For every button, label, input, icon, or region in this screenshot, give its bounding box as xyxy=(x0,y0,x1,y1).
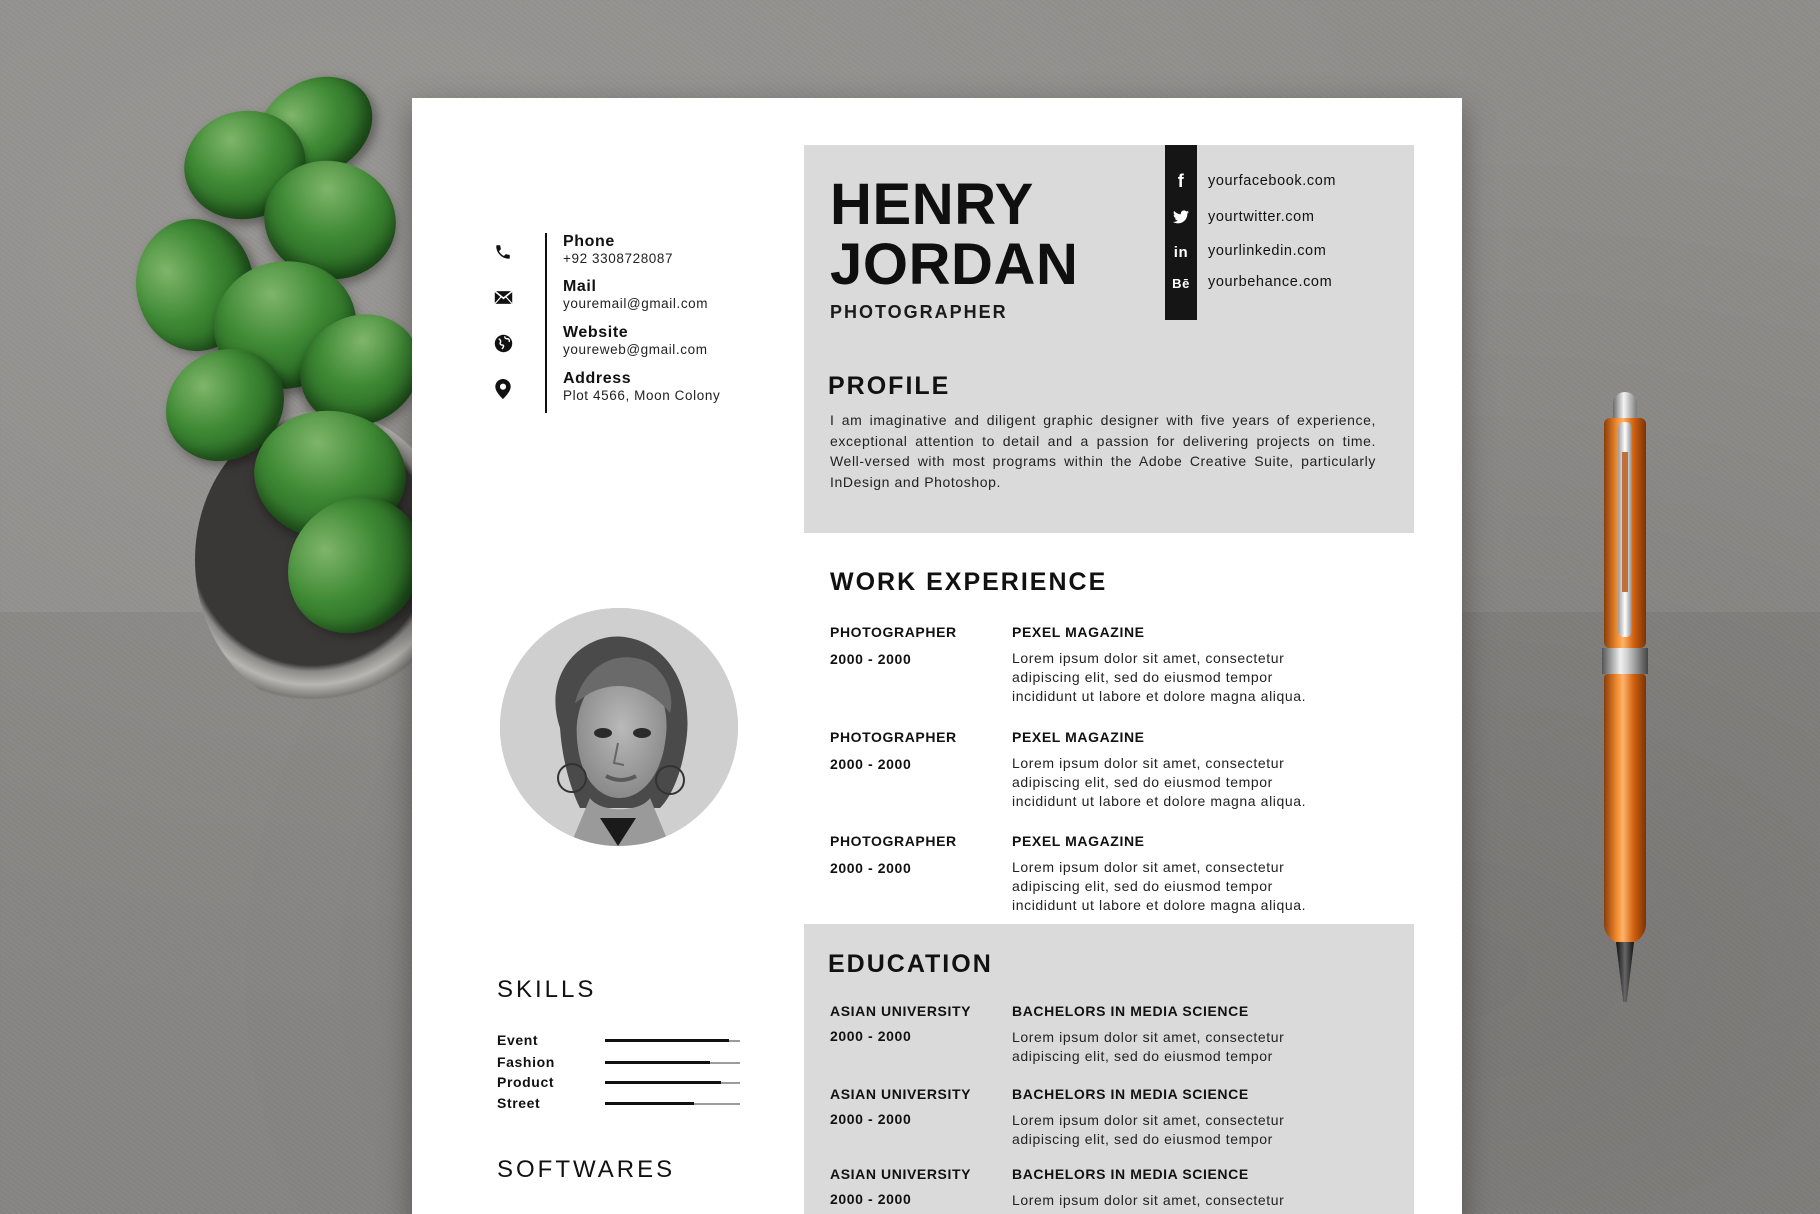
contact-label: Mail xyxy=(563,278,597,295)
header-block xyxy=(804,145,1414,533)
work-description: Lorem ipsum dolor sit amet, consectetur adipiscing elit, sed do eiusmod tempor incididunt ut labore et dolore magna aliqua. xyxy=(1012,755,1307,809)
work-description: Lorem ipsum dolor sit amet, consectetur adipiscing elit, sed do eiusmod tempor incididunt ut labore et dolore magna aliqua. xyxy=(1012,859,1307,913)
behance-link[interactable]: yourbehance.com xyxy=(1208,274,1333,290)
education-years: 2000 - 2000 xyxy=(830,1111,912,1127)
profile-text: I am imaginative and diligent graphic designer with five years of experience, exceptional attention to detail and a passion for delivering projects on time. Well-versed with most programs within the Adobe Creative Suite, particularly InDesign and Photoshop. xyxy=(830,412,1376,490)
facebook-link[interactable]: yourfacebook.com xyxy=(1208,173,1337,189)
work-role: PHOTOGRAPHER xyxy=(830,729,957,745)
profile-heading: PROFILE xyxy=(828,372,951,400)
skill-name: Fashion xyxy=(497,1054,555,1070)
linkedin-link[interactable]: yourlinkedin.com xyxy=(1208,243,1327,259)
skill-bar xyxy=(605,1082,740,1084)
linkedin-icon[interactable]: in xyxy=(1173,243,1189,261)
pen-decoration xyxy=(1598,392,1652,1017)
skill-name: Street xyxy=(497,1095,541,1111)
skill-name: Product xyxy=(497,1074,555,1090)
work-years: 2000 - 2000 xyxy=(830,756,912,772)
globe-icon xyxy=(492,332,514,354)
softwares-heading: SOFTWARES xyxy=(497,1156,676,1183)
contact-item-mail xyxy=(492,278,752,318)
twitter-icon[interactable] xyxy=(1165,205,1197,229)
skill-bar-fill xyxy=(605,1061,710,1064)
education-school: ASIAN UNIVERSITY xyxy=(830,1003,972,1019)
skill-row xyxy=(497,1095,742,1113)
education-block xyxy=(804,924,1414,1214)
work-years: 2000 - 2000 xyxy=(830,860,912,876)
skill-bar-fill xyxy=(605,1081,721,1084)
education-years: 2000 - 2000 xyxy=(830,1191,912,1207)
work-description: Lorem ipsum dolor sit amet, consectetur adipiscing elit, sed do eiusmod tempor incididunt ut labore et dolore magna aliqua. xyxy=(1012,650,1307,704)
portrait-illustration xyxy=(500,608,738,846)
education-years: 2000 - 2000 xyxy=(830,1028,912,1044)
last-name: JORDAN xyxy=(830,232,1079,297)
work-role: PHOTOGRAPHER xyxy=(830,833,957,849)
potted-plant-decoration xyxy=(125,70,455,670)
contact-item-website xyxy=(492,324,752,364)
education-description: Lorem ipsum dolor sit amet, consectetur adipiscing elit, sed do eiusmod tempor xyxy=(1012,1029,1285,1064)
skill-bar-fill xyxy=(605,1102,694,1105)
location-pin-icon xyxy=(492,378,514,400)
profile-photo xyxy=(500,608,738,846)
contact-item-address xyxy=(492,370,752,410)
contact-label: Website xyxy=(563,324,629,341)
education-school: ASIAN UNIVERSITY xyxy=(830,1086,972,1102)
address-value: Plot 4566, Moon Colony xyxy=(563,388,721,403)
skill-bar xyxy=(605,1062,740,1064)
mail-value: youremail@gmail.com xyxy=(563,296,709,311)
skill-row xyxy=(497,1032,742,1050)
work-role: PHOTOGRAPHER xyxy=(830,624,957,640)
education-heading: EDUCATION xyxy=(828,950,993,978)
social-icon-bar xyxy=(1165,145,1197,320)
website-value: youreweb@gmail.com xyxy=(563,342,708,357)
education-degree: BACHELORS IN MEDIA SCIENCE xyxy=(1012,1166,1249,1182)
phone-icon xyxy=(492,241,514,263)
skills-heading: SKILLS xyxy=(497,976,597,1003)
work-years: 2000 - 2000 xyxy=(830,651,912,667)
facebook-icon[interactable]: f xyxy=(1177,170,1185,191)
candidate-name xyxy=(830,172,1079,297)
first-name: HENRY xyxy=(830,172,1034,237)
candidate-role: PHOTOGRAPHER xyxy=(830,302,1008,322)
contact-item-phone xyxy=(492,233,752,273)
twitter-link[interactable]: yourtwitter.com xyxy=(1208,209,1315,225)
education-degree: BACHELORS IN MEDIA SCIENCE xyxy=(1012,1086,1249,1102)
work-org: PEXEL MAGAZINE xyxy=(1012,624,1145,640)
work-org: PEXEL MAGAZINE xyxy=(1012,729,1145,745)
phone-value: +92 3308728087 xyxy=(563,251,674,266)
contact-label: Phone xyxy=(563,233,615,250)
work-org: PEXEL MAGAZINE xyxy=(1012,833,1145,849)
behance-icon[interactable]: Bē xyxy=(1172,275,1190,291)
skill-row xyxy=(497,1054,742,1072)
education-school: ASIAN UNIVERSITY xyxy=(830,1166,972,1182)
contact-label: Address xyxy=(563,370,632,387)
education-description: Lorem ipsum dolor sit amet, consectetur xyxy=(1012,1192,1285,1208)
mail-icon xyxy=(492,286,514,308)
education-description: Lorem ipsum dolor sit amet, consectetur adipiscing elit, sed do eiusmod tempor xyxy=(1012,1112,1285,1147)
skill-row xyxy=(497,1074,742,1092)
skill-bar xyxy=(605,1040,740,1042)
skill-bar-fill xyxy=(605,1039,729,1042)
work-experience-heading: WORK EXPERIENCE xyxy=(830,568,1108,596)
education-degree: BACHELORS IN MEDIA SCIENCE xyxy=(1012,1003,1249,1019)
skill-bar xyxy=(605,1103,740,1105)
skill-name: Event xyxy=(497,1032,539,1048)
resume-sheet xyxy=(412,98,1462,1214)
